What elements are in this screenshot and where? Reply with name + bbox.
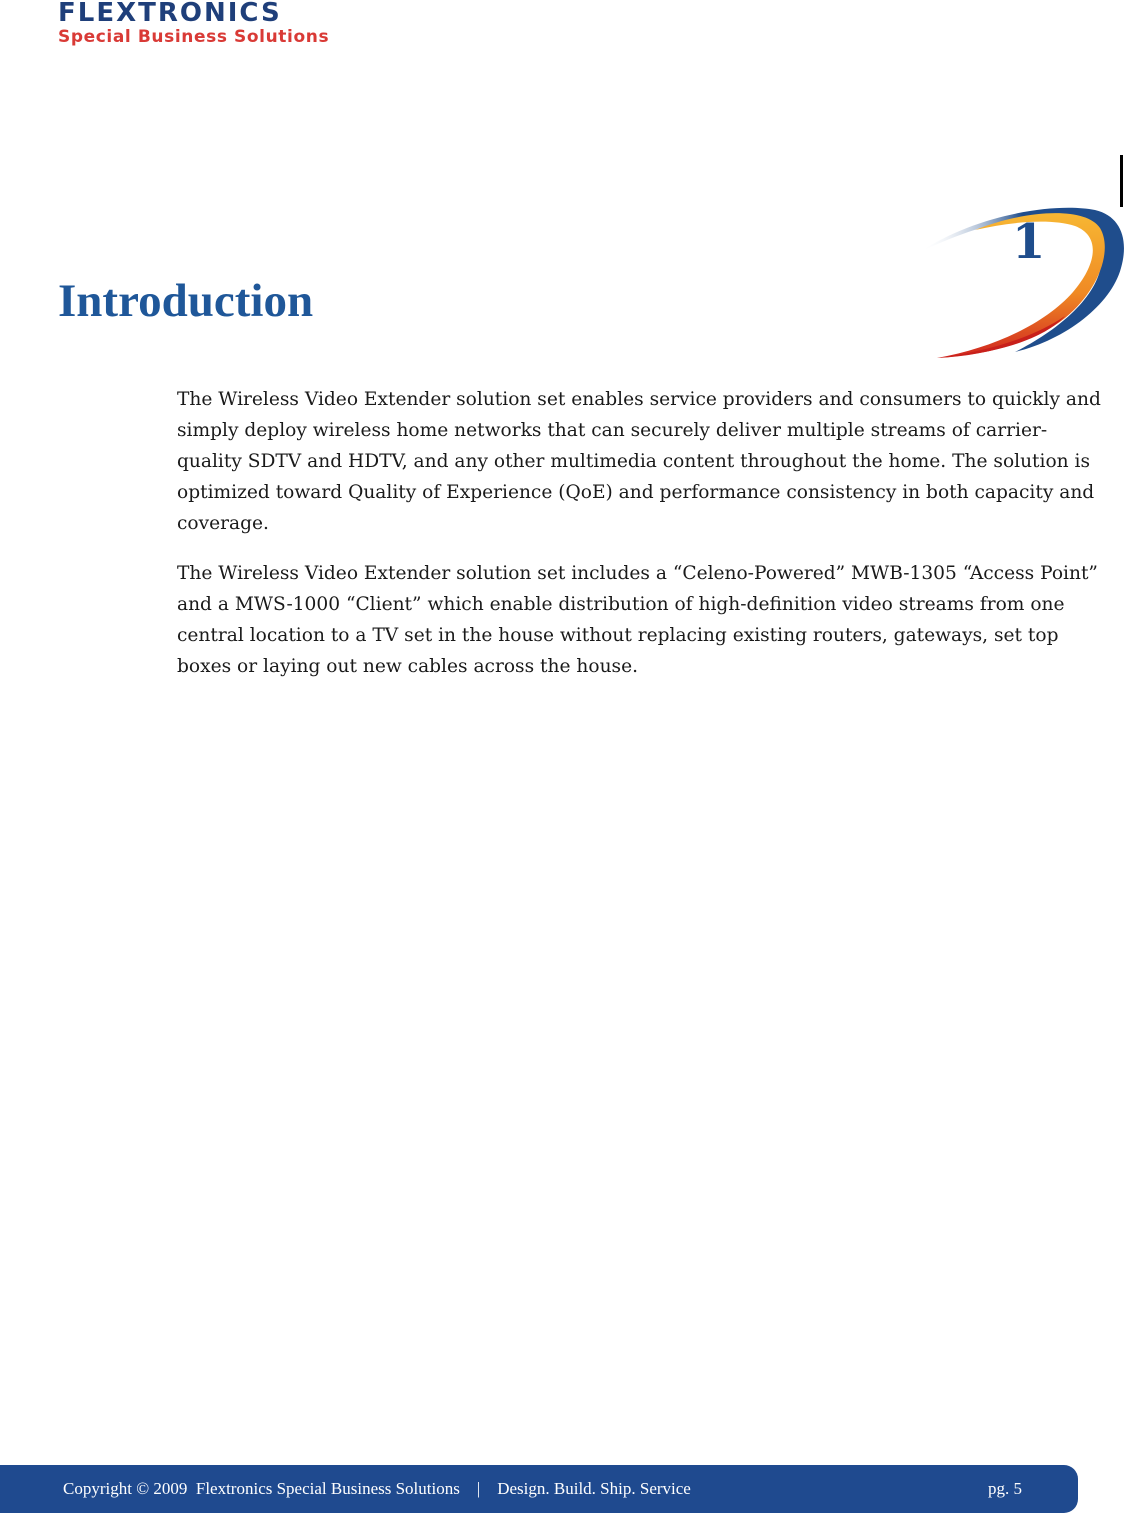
- logo-tagline: Special Business Solutions: [58, 27, 330, 47]
- page-number: pg. 5: [988, 1479, 1022, 1498]
- chapter-number: 1: [1012, 214, 1046, 270]
- company-logo: [58, 0, 328, 52]
- paragraph: The Wireless Video Extender solution set enables service providers and consumers to quickly and simply deploy wireless home networks that can securely deliver multiple streams of carrier-quality SDTV and HDTV, and any other multimedia content throughout the home. The solution is optimized toward Quality of Experience (QoE) and performance consistency in both capacity and coverage.: [177, 389, 1101, 534]
- footer-copyright: Copyright © 2009 Flextronics Special Business Solutions | Design. Build. Ship. Service: [63, 1479, 691, 1498]
- page-footer: [0, 1465, 1078, 1513]
- chapter-title: Introduction: [58, 275, 314, 327]
- body-text: [177, 384, 1102, 701]
- logo-wordmark: FLEXTRONICS: [58, 0, 282, 28]
- paragraph: The Wireless Video Extender solution set includes a “Celeno-Powered” MWB-1305 “Access Point” and a MWS-1000 “Client” which enable distribution of high-definition video streams from one central location to a TV set in the house without replacing existing routers, gateways, set top boxes or laying out new cables across the house.: [177, 563, 1098, 677]
